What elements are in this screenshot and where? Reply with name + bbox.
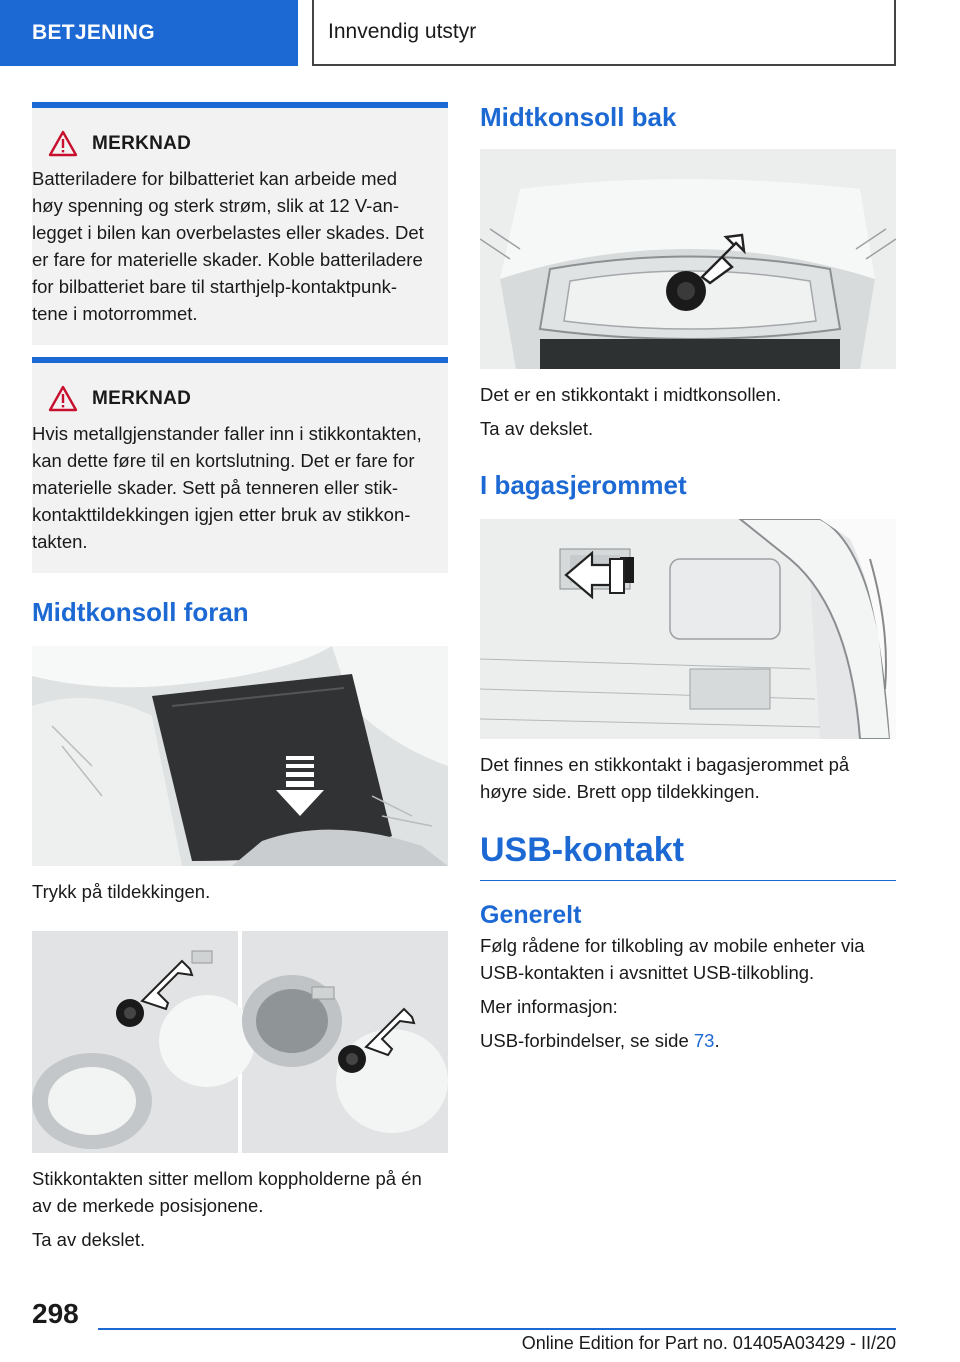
caption-remove-cover: Ta av dekslet.: [32, 1229, 146, 1250]
footer-edition: Online Edition for Part no. 01405A03429 - II/20: [521, 1333, 896, 1353]
page-number: 298: [32, 1298, 79, 1329]
subheading-general: Generelt: [480, 901, 582, 929]
rear-console-illustration: [480, 149, 896, 369]
notice-line: tene i motorrommet.: [32, 303, 198, 324]
notice-line: høy spenning og sterk strøm, slik at 12 V-an-: [32, 195, 400, 216]
notice-box-2: [32, 357, 448, 573]
notice-line: kan dette føre til en kortslutning. Det er fare for: [32, 450, 415, 471]
front-console-cover-image: [32, 646, 448, 866]
rear-console-image: [480, 149, 896, 369]
usb-para-2: Mer informasjon:: [480, 996, 618, 1017]
heading-front-console: Midtkonsoll foran: [32, 597, 249, 627]
notice-text: [32, 420, 438, 555]
footer-divider: [98, 1328, 896, 1330]
left-column: [32, 102, 448, 1260]
notice-line: materielle skader. Sett på tenneren eller stik-: [32, 477, 399, 498]
cupholder-illustration: [32, 931, 448, 1153]
warning-icon: [48, 385, 78, 412]
caption-line: av de merkede posisjonene.: [32, 1195, 264, 1216]
trunk-illustration: [480, 519, 896, 739]
notice-line: takten.: [32, 531, 88, 552]
usb-ref-text: USB-forbindelser, se side: [480, 1030, 694, 1051]
caption-socket-location: [32, 1165, 448, 1219]
notice-title: MERKNAD: [92, 132, 192, 154]
right-column: [480, 102, 896, 1061]
caption-trunk-socket: [480, 751, 896, 805]
paragraph-line: USB-kontakten i avsnittet USB-tilkobling.: [480, 962, 815, 983]
page-link[interactable]: 73: [693, 1030, 715, 1051]
notice-line: legget i bilen kan overbelastes eller skades. Det: [32, 222, 424, 243]
heading-usb: USB-kontakt: [480, 831, 896, 881]
notice-line: Batteriladere for bilbatteriet kan arbeide med: [32, 168, 398, 189]
caption-press-cover: Trykk på tildekkingen.: [32, 881, 211, 902]
trunk-image: [480, 519, 896, 739]
usb-para-3: [480, 1027, 896, 1054]
notice-line: for bilbatteriet bare til starthjelp-kontaktpunk-: [32, 276, 398, 297]
caption-rear-socket: Det er en stikkontakt i midtkonsollen.: [480, 384, 782, 405]
chapter-title: Innvendig utstyr: [312, 0, 896, 66]
notice-box-1: [32, 102, 448, 345]
notice-text: [32, 165, 438, 327]
notice-header: [48, 385, 438, 412]
notice-line: Hvis metallgjenstander faller inn i stikkontakten,: [32, 423, 422, 444]
notice-line: kontakttildekkingen igjen etter bruk av stikkon-: [32, 504, 411, 525]
notice-title: MERKNAD: [92, 387, 192, 409]
paragraph-line: Følg rådene for tilkobling av mobile enheter via: [480, 935, 865, 956]
notice-header: [48, 130, 438, 157]
cupholder-socket-image: [32, 931, 448, 1153]
heading-rear-console: Midtkonsoll bak: [480, 102, 677, 132]
section-tab: BETJENING: [0, 0, 298, 66]
console-cover-illustration: [32, 646, 448, 866]
caption-rear-remove-cover: Ta av dekslet.: [480, 418, 594, 439]
warning-icon: [48, 130, 78, 157]
notice-line: er fare for materielle skader. Koble batteriladere: [32, 249, 423, 270]
caption-line: høyre side. Brett opp tildekkingen.: [480, 781, 760, 802]
heading-trunk: I bagasjerommet: [480, 470, 687, 500]
usb-para-1: [480, 932, 896, 986]
caption-line: Det finnes en stikkontakt i bagasjerommet på: [480, 754, 850, 775]
usb-ref-suffix: .: [714, 1030, 720, 1051]
caption-line: Stikkontakten sitter mellom koppholderne på én: [32, 1168, 422, 1189]
